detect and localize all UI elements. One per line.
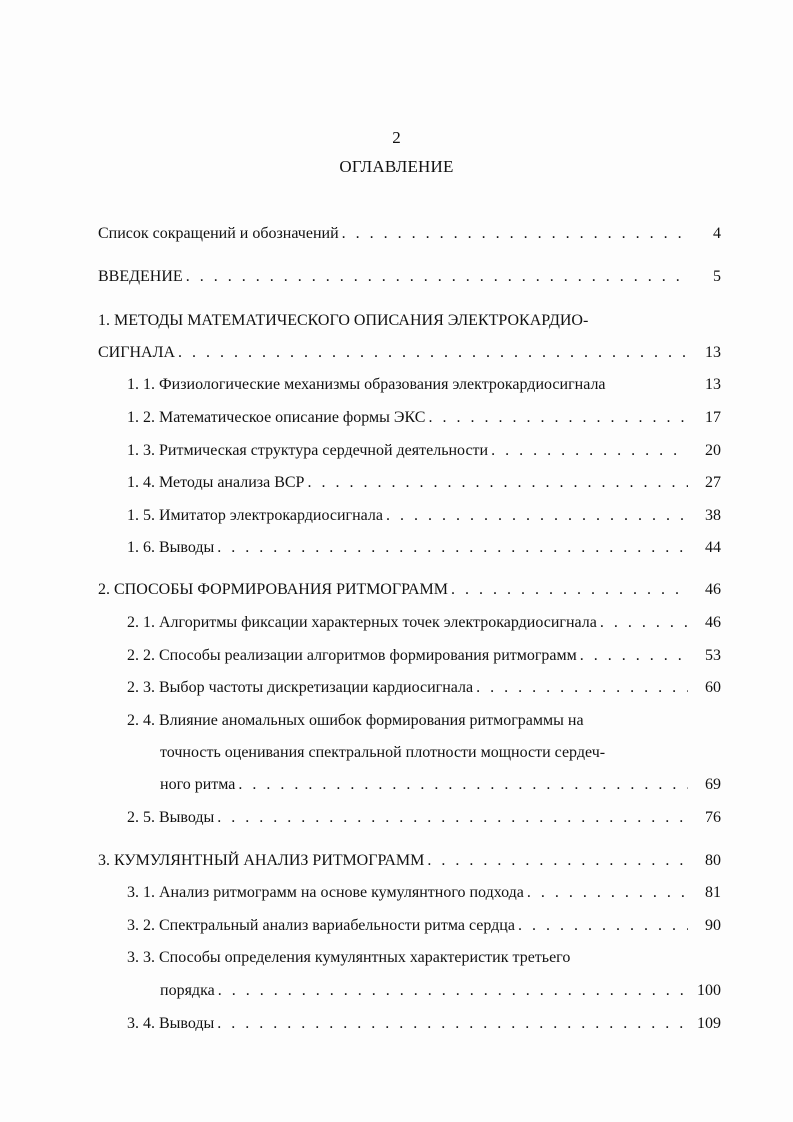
toc-page-number: 4 bbox=[713, 225, 721, 242]
toc-section-2-5[interactable]: 2. 5. Выводы . . . bbox=[127, 806, 688, 830]
toc-section-3-1[interactable]: 3. 1. Анализ ритмограмм на основе кумулянтного подхода . . . bbox=[127, 881, 688, 905]
toc-page-number: 81 bbox=[705, 884, 721, 901]
leader-dots bbox=[427, 849, 688, 873]
toc-section-3-3-line-2[interactable]: порядка . . . bbox=[160, 979, 688, 1003]
toc-section-2-4-line-1[interactable]: 2. 4. Влияние аномальных ошибок формирования ритмограммы на bbox=[127, 712, 584, 729]
leader-dots bbox=[476, 676, 688, 700]
leader-dots bbox=[491, 439, 688, 463]
leader-dots bbox=[451, 578, 688, 602]
toc-entry-abbreviations[interactable]: Список сокращений и обозначений . . . bbox=[98, 222, 688, 246]
leader-dots bbox=[307, 471, 688, 495]
toc-section-1-1[interactable]: 1. 1. Физиологические механизмы образования электрокардиосигнала bbox=[127, 376, 606, 393]
toc-chapter-3[interactable]: 3. КУМУЛЯНТНЫЙ АНАЛИЗ РИТМОГРАММ . . . bbox=[98, 849, 688, 873]
toc-page-number: 20 bbox=[705, 442, 721, 459]
toc-section-2-4-line-2[interactable]: точность оценивания спектральной плотности мощности сердеч- bbox=[160, 744, 606, 761]
toc-section-2-2[interactable]: 2. 2. Способы реализации алгоритмов формирования ритмограмм . . . bbox=[127, 644, 688, 668]
leader-dots bbox=[238, 773, 688, 797]
toc-page-number: 17 bbox=[705, 409, 721, 426]
toc-page-number: 46 bbox=[705, 614, 721, 631]
toc-page-number: 46 bbox=[705, 581, 721, 598]
toc-section-1-6[interactable]: 1. 6. Выводы . . . bbox=[127, 536, 688, 560]
toc-page-number: 109 bbox=[697, 1015, 721, 1032]
toc-section-1-2[interactable]: 1. 2. Математическое описание формы ЭКС . . . bbox=[127, 406, 688, 430]
toc-section-3-3-line-1[interactable]: 3. 3. Способы определения кумулянтных характеристик третьего bbox=[127, 949, 571, 966]
toc-chapter-1-line-2[interactable]: СИГНАЛА . . . bbox=[98, 341, 688, 365]
leader-dots bbox=[218, 979, 688, 1003]
toc-page-number: 38 bbox=[705, 507, 721, 524]
toc-page-number: 60 bbox=[705, 679, 721, 696]
toc-page-number: 44 bbox=[705, 539, 721, 556]
leader-dots bbox=[217, 806, 688, 830]
toc-page-number: 13 bbox=[705, 344, 721, 361]
toc-chapter-1-line-1[interactable]: 1. МЕТОДЫ МАТЕМАТИЧЕСКОГО ОПИСАНИЯ ЭЛЕКТРОКАРДИО- bbox=[98, 312, 589, 329]
leader-dots bbox=[178, 341, 688, 365]
leader-dots bbox=[342, 222, 688, 246]
toc-entry-introduction[interactable]: ВВЕДЕНИЕ . . . bbox=[98, 265, 688, 289]
toc-page-number: 13 bbox=[705, 376, 721, 393]
toc-page-number: 80 bbox=[705, 852, 721, 869]
toc-page-number: 27 bbox=[705, 474, 721, 491]
leader-dots bbox=[217, 1012, 688, 1036]
toc-section-1-5[interactable]: 1. 5. Имитатор электрокардиосигнала . . . bbox=[127, 504, 688, 528]
toc-page-number: 100 bbox=[697, 982, 721, 999]
toc-section-2-4-line-3[interactable]: ного ритма . . . bbox=[160, 773, 688, 797]
toc-section-3-2[interactable]: 3. 2. Спектральный анализ вариабельности ритма сердца . . . bbox=[127, 914, 688, 938]
toc-page-number: 76 bbox=[705, 809, 721, 826]
toc-page-number: 69 bbox=[705, 776, 721, 793]
toc-section-2-1[interactable]: 2. 1. Алгоритмы фиксации характерных точек электрокардиосигнала . . . bbox=[127, 611, 688, 635]
toc-page-number: 5 bbox=[713, 268, 721, 285]
leader-dots bbox=[217, 536, 688, 560]
page-number: 2 bbox=[392, 128, 401, 147]
leader-dots bbox=[186, 265, 688, 289]
leader-dots bbox=[386, 504, 688, 528]
leader-dots bbox=[428, 406, 688, 430]
toc-chapter-2[interactable]: 2. СПОСОБЫ ФОРМИРОВАНИЯ РИТМОГРАММ . . . bbox=[98, 578, 688, 602]
toc-section-1-4[interactable]: 1. 4. Методы анализа ВСР . . . bbox=[127, 471, 688, 495]
toc-page-number: 90 bbox=[705, 917, 721, 934]
toc-page-number: 53 bbox=[705, 647, 721, 664]
toc-section-3-4[interactable]: 3. 4. Выводы . . . bbox=[127, 1012, 688, 1036]
toc-title: ОГЛАВЛЕНИЕ bbox=[339, 157, 454, 176]
toc-section-2-3[interactable]: 2. 3. Выбор частоты дискретизации кардиосигнала . . . bbox=[127, 676, 688, 700]
toc-section-1-3[interactable]: 1. 3. Ритмическая структура сердечной деятельности . . . bbox=[127, 439, 688, 463]
